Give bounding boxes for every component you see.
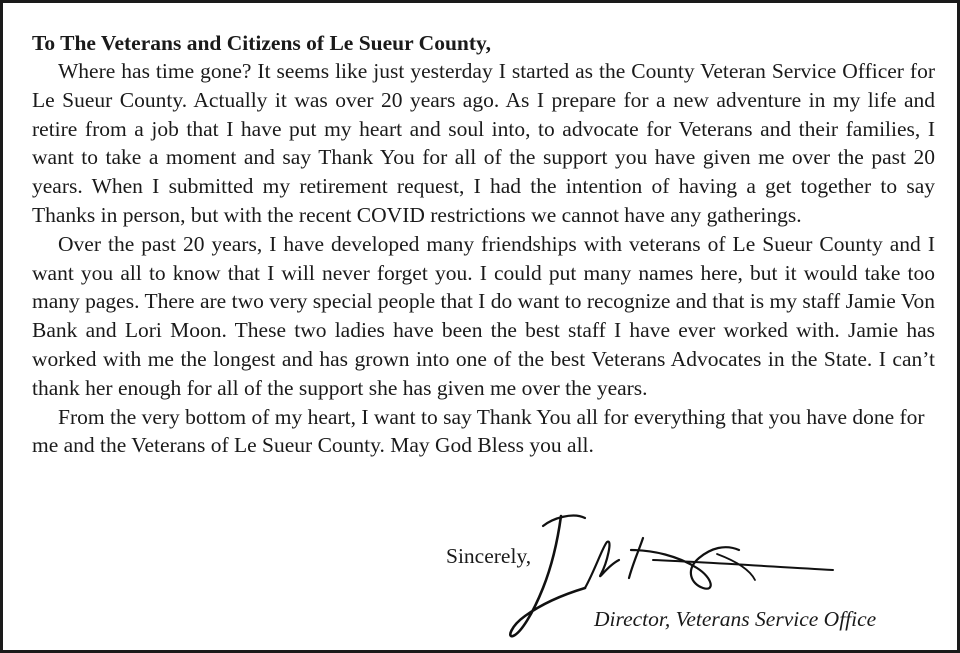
- letter-salutation: To The Veterans and Citizens of Le Sueur County,: [32, 31, 491, 55]
- letter-closing: Sincerely,: [446, 544, 532, 568]
- letter-body: [32, 57, 935, 460]
- signer-title: Director, Veterans Service Office: [594, 607, 877, 631]
- letter-paragraph-1: Where has time gone? It seems like just yesterday I started as the County Veteran Service Officer for Le Sueur County. Actually it was over 20 years ago. As I prepare for a new adventure in my life and retire from a job that I have put my heart and soul into, to advocate for Veterans and their families, I want to take a moment and say Thank You for all of the support you have given me over the past 20 years. When I submitted my retirement request, I had the intention of having a get together to say Thanks in person, but with the recent COVID restrictions we cannot have any gatherings.: [32, 59, 935, 227]
- letter-paragraph-2: Over the past 20 years, I have developed many friendships with veterans of Le Sueur County and I want you all to know that I will never forget you. I could put many names here, but it would take too many pages. There are two very special people that I do want to recognize and that is my staff Jamie Von Bank and Lori Moon. These two ladies have been the best staff I have ever worked with. Jamie has worked with me the longest and has grown into one of the best Veterans Advocates in the State. I can’t thank her enough for all of the support she has given me over the years.: [32, 231, 935, 400]
- letter-paragraph-3: From the very bottom of my heart, I want to say Thank You all for everything that you have done for me and the Veterans of Le Sueur County. May God Bless you all.: [32, 404, 925, 458]
